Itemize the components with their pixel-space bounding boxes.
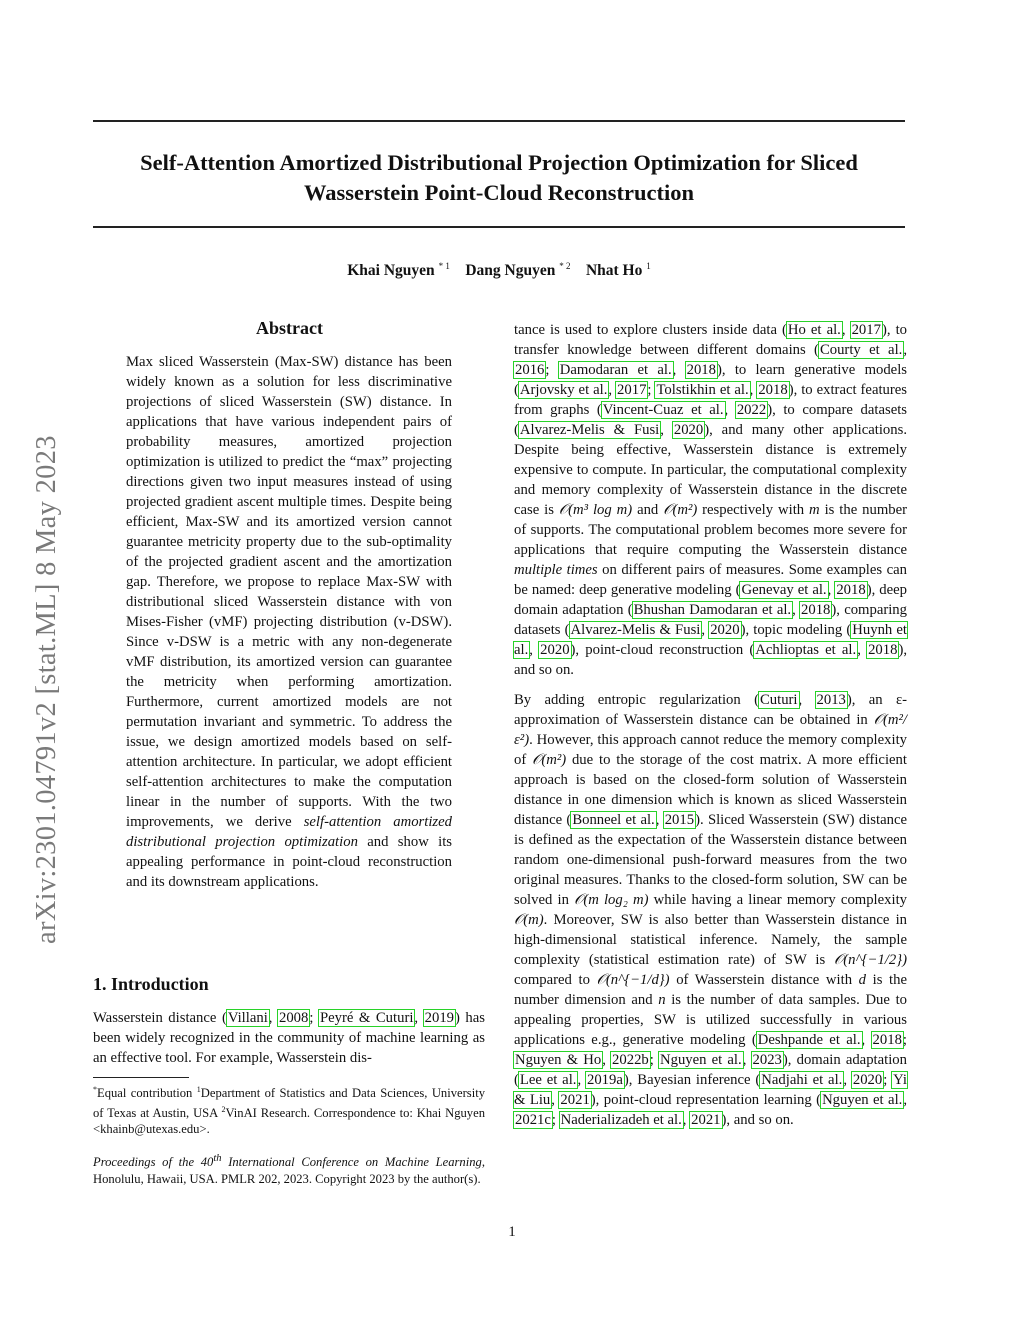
citation-link[interactable]: 2021 (560, 1092, 590, 1108)
paper-title: Self-Attention Amortized Distributional Projection Optimization for Sliced Wasserstein Point-Cloud Reconstruction (140, 150, 858, 205)
title-bottom-rule (93, 226, 905, 228)
citation-link[interactable]: 2021 (691, 1112, 721, 1128)
body-text: tance is used to explore clusters inside data ( (514, 322, 787, 338)
footnote-text: Equal contribution (97, 1086, 197, 1101)
math-expression: 𝒪(m log₂ m) (574, 892, 649, 908)
math-expression: 𝒪(m²) (663, 502, 698, 518)
citation-link[interactable]: Nguyen et al. (822, 1092, 903, 1108)
citation-link[interactable]: 2021c (515, 1112, 551, 1128)
citation-link[interactable]: 2022b (612, 1052, 649, 1068)
citation-link[interactable]: Yi & Liu (514, 1072, 908, 1108)
right-column (514, 320, 907, 1140)
citation-link[interactable]: 2019 (424, 1010, 454, 1026)
arxiv-identifier[interactable]: arXiv:2301.04791v2 [stat.ML] 8 May 2023 (31, 435, 62, 944)
citation-link[interactable]: Nguyen & Ho (515, 1052, 602, 1068)
citation-link[interactable]: 2013 (816, 692, 846, 708)
body-text: is the number dimension and (514, 972, 907, 1008)
citation-link[interactable]: Nadjahi et al. (761, 1072, 843, 1088)
body-text: ), domain adaptation ( (514, 1052, 907, 1088)
math-expression: 𝒪(m²) (532, 752, 567, 768)
footnote-text: Department of Statistics and Data Sciences, University of Texas at Austin, USA (93, 1086, 485, 1120)
body-text: compared to (514, 972, 597, 988)
body-text: ), deep domain adaptation ( (514, 582, 908, 618)
citation-link[interactable]: Bhushan Damodaran et al. (633, 602, 792, 618)
footnote-mark: 1 (196, 1085, 201, 1094)
citation-link[interactable]: 2020 (852, 1072, 883, 1088)
body-text: ), comparing datasets ( (514, 602, 907, 638)
citation-link[interactable]: 2018 (801, 602, 831, 618)
footnote-mark: * (93, 1085, 97, 1094)
proceedings-note (93, 1151, 485, 1187)
paragraph: tance is used to explore clusters inside data (Ho et al., 2017), to transfer knowledge between different domains (Courty et al., 2016; Damodaran et al., 2018), to learn generative models (Arjovsky et al., 2017; Tolstikhin et al., 2018), to extract features from graphs (Vincent-Cuaz et al., 2022), to compare datasets (Alvarez-Melis & Fusi, 2020), and many other applications. Despite being effective, Wasserstein distance is extremely expensive to compute. In particular, the computational complexity and memory complexity of Wasserstein distance in the discrete case is 𝒪(m³ log m) and 𝒪(m²) respectively with m is the number of supports. The computational problem becomes more severe for applications that require computing the Wasserstein distance multiple times on different pairs of measures. Some examples can be named: deep generative modeling (Genevay et al., 2018), deep domain adaptation (Bhushan Damodaran et al., 2018), comparing datasets (Alvarez-Melis & Fusi, 2020), topic modeling (Huynh et al., 2020), point-cloud reconstruction (Achlioptas et al., 2018), and so on. (514, 322, 908, 678)
citation-link[interactable]: 2018 (686, 362, 716, 378)
body-text: ; (309, 1010, 319, 1026)
citation-link[interactable]: Nguyen et al. (660, 1052, 742, 1068)
citation-link[interactable]: Lee et al. (519, 1072, 577, 1088)
citation-link[interactable]: Huynh et al. (514, 622, 907, 658)
math-expression: 𝒪(n^{−1/2}) (833, 952, 907, 968)
abstract-text: Max sliced Wasserstein (Max-SW) distance has been widely known as a solution for less discriminative projections of sliced Wasserstein (SW) distance. In applications that have various independent pairs of probability measures, amortized projection optimization is utilized to predict the “max” projecting directions given two input measures instead of using projected gradient ascent multiple times. Despite being efficient, Max-SW and its amortized version cannot guarantee metricity property due to the sub-optimality of the projected gradient ascent and the amortization gap. Therefore, we propose to replace Max-SW with distributional sliced Wasserstein distance with von Mises-Fisher (vMF) projecting distribution (v-DSW). Since v-DSW is a metric with any non-degenerate vMF distribution, its amortized version can guarantee the metricity when performing amortization. Furthermore, current amortized models are not permutation invariant and symmetric. To address the issue, we design amortized models based on self-attention architecture. In particular, we adopt efficient self-attention architectures to make the computation linear in the number of supports. With the two improvements, we derive (126, 354, 452, 830)
citation-link[interactable]: 2018 (758, 382, 788, 398)
body-text: ), to compare datasets ( (514, 402, 908, 438)
citation-link[interactable]: 2020 (673, 422, 704, 438)
body-text: of Wasserstein distance with (669, 972, 859, 988)
math-expression: 𝒪(m²/ε²) (514, 712, 907, 748)
top-rule (93, 120, 905, 122)
citation-link[interactable]: Cuturi (759, 692, 798, 708)
citation-link[interactable]: 2015 (664, 812, 695, 828)
body-text: Wasserstein distance ( (93, 1010, 227, 1026)
body-text: ) has been widely recognized in the community of machine learning as an effective tool. For example, Wasserstein dis- (93, 1010, 485, 1066)
citation-link[interactable]: 2018 (836, 582, 866, 598)
footnote (93, 1082, 485, 1138)
math-variable: m (809, 502, 820, 518)
body-text: , (414, 1010, 424, 1026)
body-text: is the number of supports. The computational problem becomes more severe for applications that require computing the Wasserstein distance (514, 502, 907, 558)
author-list (93, 261, 905, 280)
citation-link[interactable]: Villani (227, 1010, 268, 1026)
body-text: ). Sliced Wasserstein (SW) distance is defined as the expectation of the Wasserstein distance between random one-dimensional push-forward measures from the two original measures. Thanks to the closed-form solution, SW can be solved in (514, 812, 907, 908)
abstract-body (126, 352, 452, 892)
citation-link[interactable]: Genevay et al. (741, 582, 827, 598)
citation-link[interactable]: Ho et al. (787, 322, 841, 338)
abstract-text-tail: and show its appealing performance in point-cloud reconstruction and its downstream applications. (126, 834, 453, 890)
body-text: ), to learn generative models ( (514, 362, 907, 398)
body-text: ), topic modeling ( (740, 622, 852, 638)
body-text: respectively with (697, 502, 810, 518)
math-expression: 𝒪(m³ log m) (558, 502, 633, 518)
citation-link[interactable]: 2023 (752, 1052, 782, 1068)
body-text: and (632, 502, 664, 518)
citation-link[interactable]: Achlioptas et al. (755, 642, 857, 658)
body-text: ), and many other applications. Despite being effective, Wasserstein distance is extremely expensive to compute. In particular, the computational complexity and memory complexity of Wasserstein distance in the discrete case is (514, 422, 908, 518)
paragraph: By adding entropic regularization (Cuturi, 2013), an ε-approximation of Wasserstein distance can be obtained in 𝒪(m²/ε²). However, this approach cannot reduce the memory complexity of 𝒪(m²) due to the storage of the cost matrix. A more efficient approach is based on the closed-form solution of Wasserstein distance in one dimension which is known as sliced Wasserstein distance (Bonneel et al., 2015). Sliced Wasserstein (SW) distance is defined as the expectation of the Wasserstein distance between random one-dimensional push-forward measures from the two original measures. Thanks to the closed-form solution, SW can be solved in 𝒪(m log₂ m) while having a linear memory complexity 𝒪(m). Moreover, SW is also better than Wasserstein distance in high-dimensional statistical inference. Namely, the sample complexity (statistical estimation rate) of SW is 𝒪(n^{−1/2}) compared to 𝒪(n^{−1/d}) of Wasserstein distance with d is the number dimension and n is the number of data samples. Due to appealing properties, SW is utilized successfully in various applications e.g., generative modeling (Deshpande et al., 2018; Nguyen & Ho, 2022b; Nguyen et al., 2023), domain adaptation (Lee et al., 2019a), Bayesian inference (Nadjahi et al., 2020; Yi & Liu, 2021), point-cloud representation learning (Nguyen et al., 2021c; Naderializadeh et al., 2021), and so on. (514, 692, 908, 1128)
body-text: ), and so on. (721, 1112, 794, 1128)
body-text: ), Bayesian inference ( (623, 1072, 761, 1088)
author-name: Dang Nguyen (465, 262, 556, 279)
citation-link[interactable]: Alvarez-Melis & Fusi (519, 422, 660, 438)
math-variable: n (658, 992, 666, 1008)
author-affiliation-mark: 1 (646, 261, 651, 271)
footnote-mark: 2 (221, 1104, 226, 1114)
citation-link[interactable]: Deshpande et al. (757, 1032, 861, 1048)
intro-paragraph (93, 1008, 485, 1068)
footnote-text: VinAI Research. Correspondence to: Khai Nguyen <khainb@utexas.edu>. (93, 1105, 485, 1137)
proceedings-text: International Conference on Machine Learning (221, 1155, 482, 1170)
citation-link[interactable]: 2018 (868, 642, 898, 658)
author-name: Khai Nguyen (347, 262, 435, 279)
citation-link[interactable]: Damodaran et al. (559, 362, 672, 378)
author-affiliation-mark: * 2 (559, 261, 571, 271)
proceedings-text: Proceedings of the (93, 1155, 201, 1170)
body-text: due to the storage of the cost matrix. A more efficient approach is based on the closed-form solution of Wasserstein distance in one dimension which is known as sliced Wasserstein distance ( (514, 752, 907, 828)
citation-link[interactable]: 2016 (515, 362, 545, 378)
emphasis-text: multiple times (514, 562, 598, 578)
math-expression: 𝒪(n^{−1/d}) (596, 972, 670, 988)
citation-link[interactable]: 2017 (851, 322, 881, 338)
citation-link[interactable]: Courty et al. (819, 342, 903, 358)
footnote-rule (93, 1077, 189, 1078)
body-text: . However, this approach cannot reduce the memory complexity of (514, 732, 907, 768)
body-text: while having a linear memory complexity (648, 892, 908, 908)
math-variable: d (858, 972, 866, 988)
citation-link[interactable]: 2019a (586, 1072, 623, 1088)
body-text: , (268, 1010, 278, 1026)
author-affiliation-mark: * 1 (438, 261, 450, 271)
proceedings-ordinal: 40 (200, 1155, 214, 1170)
proceedings-ordinal-suffix: th (213, 1153, 222, 1164)
citation-link[interactable]: Naderializadeh et al. (560, 1112, 682, 1128)
citation-link[interactable]: 2022 (736, 402, 767, 418)
body-text: ), point-cloud representation learning ( (590, 1092, 822, 1108)
body-text: ), to transfer knowledge between different domains ( (514, 322, 907, 358)
body-text: ), and so on. (514, 642, 908, 678)
math-expression: 𝒪(m) (514, 912, 544, 928)
citation-link[interactable]: 2018 (872, 1032, 902, 1048)
abstract-emphasis: self-attention amortized distributional projection optimization (126, 814, 452, 850)
citation-link[interactable]: Peyré & Cuturi (319, 1010, 414, 1026)
citation-link[interactable]: Arjovsky et al. (519, 382, 608, 398)
body-text: is the number of data samples. Due to appealing properties, SW is utilized successfully in various applications e.g., generative modeling ( (514, 992, 907, 1048)
body-text: ), point-cloud reconstruction ( (570, 642, 755, 658)
citation-link[interactable]: Bonneel et al. (572, 812, 655, 828)
body-text: ), to extract features from graphs ( (514, 382, 908, 418)
author-name: Nhat Ho (585, 262, 643, 279)
citation-link[interactable]: Vincent-Cuaz et al. (602, 402, 724, 418)
page-number: 1 (508, 1224, 516, 1240)
citation-link[interactable]: 2020 (540, 642, 570, 658)
citation-link[interactable]: 2017 (617, 382, 647, 398)
section-heading-introduction: 1. Introduction (93, 974, 209, 994)
abstract-heading: Abstract (256, 318, 323, 338)
body-text: on different pairs of measures. Some examples can be named: deep generative modeling ( (514, 562, 908, 598)
body-text: . Moreover, SW is also better than Wasserstein distance in high-dimensional statistical inference. Namely, the sample complexity (statistical estimation rate) of SW is (514, 912, 907, 968)
citation-link[interactable]: 2020 (710, 622, 740, 638)
citation-link[interactable]: 2008 (278, 1010, 309, 1026)
citation-link[interactable]: Alvarez-Melis & Fusi (570, 622, 701, 638)
body-text: By adding entropic regularization ( (514, 692, 759, 708)
proceedings-text: , Honolulu, Hawaii, USA. PMLR 202, 2023. Copyright 2023 by the author(s). (93, 1155, 485, 1186)
body-text: ), an ε-approximation of Wasserstein distance can be obtained in (514, 692, 908, 728)
citation-link[interactable]: Tolstikhin et al. (656, 382, 749, 398)
